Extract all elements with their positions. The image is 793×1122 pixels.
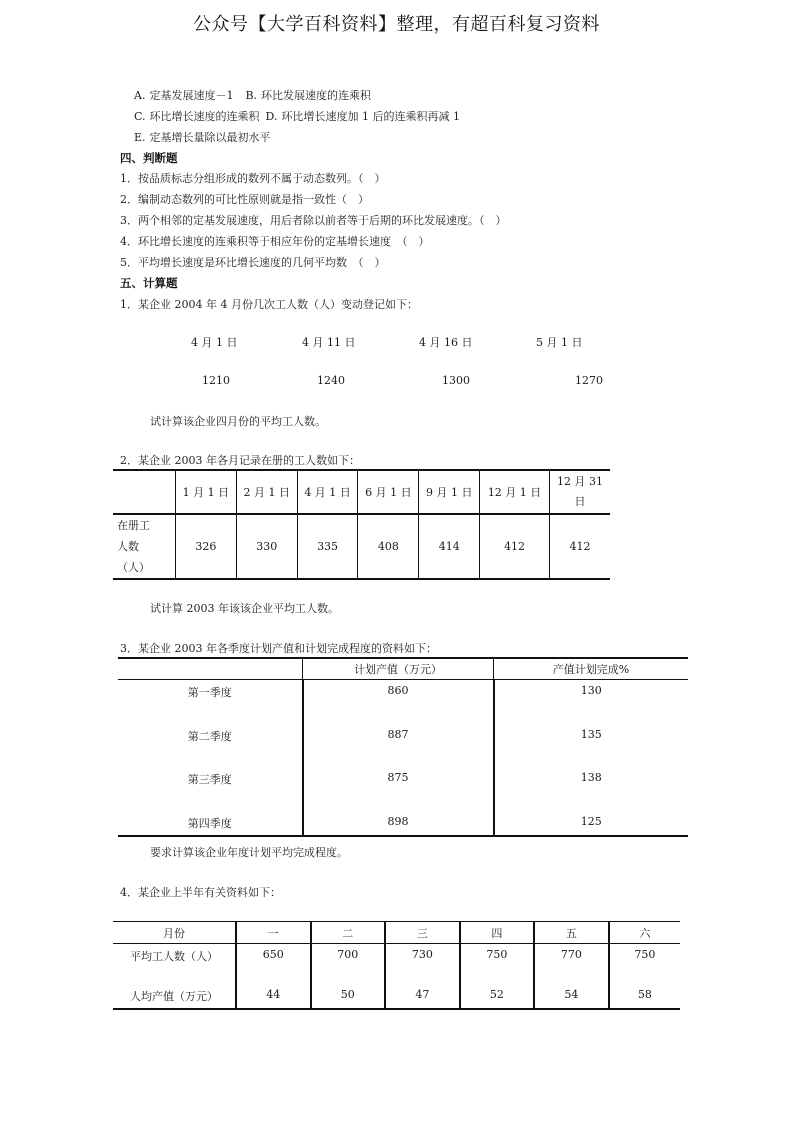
q4-header-cell: 三 xyxy=(385,922,460,944)
q3-row xyxy=(118,680,688,724)
q2-task: 试计算 2003 年该该企业平均工人数。 xyxy=(150,602,339,615)
option-a-text: 定基发展速度－1 xyxy=(149,89,234,102)
q2-value-cell: 408 xyxy=(358,514,419,579)
option-e-label: E. xyxy=(134,131,146,144)
q3-plan-cell: 887 xyxy=(303,724,494,768)
q2-table xyxy=(113,469,610,580)
q3-row xyxy=(118,767,688,811)
q3-header-cell: 产值计划完成% xyxy=(494,658,689,680)
q4-value-cell: 650 xyxy=(236,944,311,989)
q4-header-cell: 五 xyxy=(534,922,609,944)
q2-value-cell: 412 xyxy=(550,514,611,579)
option-c-text: 环比增长速度的连乘积 xyxy=(149,110,260,123)
judgment-item-4: 4．环比增长速度的连乘积等于相应年份的定基增长速度 （ ） xyxy=(120,235,430,248)
q1-task: 试计算该企业四月份的平均工人数。 xyxy=(150,415,326,428)
q2-header-cell: 12 月 31 日 xyxy=(550,470,611,514)
q1-date: 4 月 16 日 xyxy=(419,336,473,349)
q4-value-cell: 58 xyxy=(609,988,680,1009)
q4-value-cell: 54 xyxy=(534,988,609,1009)
q4-table xyxy=(113,921,680,1010)
q2-header-cell: 9 月 1 日 xyxy=(419,470,480,514)
q1-text: 1．某企业 2004 年 4 月份几次工人数（人）变动登记如下： xyxy=(120,298,418,311)
q2-header-cell: 2 月 1 日 xyxy=(236,470,297,514)
q3-task: 要求计算该企业年度计划平均完成程度。 xyxy=(150,846,348,859)
q2-header-cell: 4 月 1 日 xyxy=(297,470,358,514)
q1-value: 1270 xyxy=(575,374,603,387)
q1-value: 1210 xyxy=(202,374,230,387)
q1-date: 4 月 1 日 xyxy=(191,336,238,349)
q2-header-cell xyxy=(113,470,176,514)
q3-table xyxy=(118,657,688,837)
option-b-text: 环比发展速度的连乘积 xyxy=(261,89,372,102)
q4-header-cell: 一 xyxy=(236,922,311,944)
q4-text: 4．某企业上半年有关资料如下： xyxy=(120,886,281,899)
q4-value-cell: 52 xyxy=(460,988,535,1009)
q2-value-cell: 414 xyxy=(419,514,480,579)
q3-header-cell xyxy=(118,658,303,680)
q3-row xyxy=(118,811,688,836)
q2-header-cell: 1 月 1 日 xyxy=(176,470,237,514)
judgment-item-2: 2．编制动态数列的可比性原则就是指一致性（ ） xyxy=(120,193,369,206)
q4-header-cell: 四 xyxy=(460,922,535,944)
q4-value-cell: 44 xyxy=(236,988,311,1009)
q1-date: 4 月 11 日 xyxy=(302,336,356,349)
q3-row xyxy=(118,724,688,768)
option-c-label: C. xyxy=(134,110,146,123)
option-line-cd xyxy=(134,108,460,124)
q4-value-cell: 50 xyxy=(311,988,386,1009)
q3-header-cell: 计划产值（万元） xyxy=(303,658,494,680)
q2-row-label-line: （人） xyxy=(117,561,150,574)
q4-header-cell: 六 xyxy=(609,922,680,944)
q2-value-cell: 412 xyxy=(480,514,550,579)
option-a-label: A. xyxy=(134,89,146,102)
q4-row-label: 平均工人数（人） xyxy=(130,950,218,963)
q4-header-row xyxy=(113,922,680,944)
q3-completion-cell: 135 xyxy=(494,724,689,768)
q1-value: 1240 xyxy=(317,374,345,387)
q3-quarter-cell: 第四季度 xyxy=(187,816,232,830)
q4-value-cell: 47 xyxy=(385,988,460,1009)
q4-row-label: 人均产值（万元） xyxy=(130,990,218,1003)
option-line-e xyxy=(134,129,271,145)
judgment-item-3: 3．两个相邻的定基发展速度，用后者除以前者等于后期的环比发展速度。（ ） xyxy=(120,214,507,227)
q4-row-workers xyxy=(113,944,680,989)
q3-quarter-cell: 第三季度 xyxy=(187,773,232,786)
section-5-title: 五、计算题 xyxy=(120,276,178,290)
q3-completion-cell: 125 xyxy=(494,811,689,836)
q4-value-cell: 770 xyxy=(534,944,609,989)
option-b-label: B. xyxy=(245,89,258,102)
q1-date: 5 月 1 日 xyxy=(536,336,583,349)
option-d-text: 环比增长速度加 1 后的连乘积再减 1 xyxy=(281,110,460,123)
q1-value: 1300 xyxy=(442,374,470,387)
q3-header-row xyxy=(118,658,688,680)
q4-row-output xyxy=(113,988,680,1009)
q2-value-cell: 335 xyxy=(297,514,358,579)
q3-completion-cell: 138 xyxy=(494,767,689,811)
q2-value-cell: 326 xyxy=(176,514,237,579)
q3-completion-cell: 130 xyxy=(494,680,689,724)
q4-value-cell: 750 xyxy=(460,944,535,989)
q4-value-cell: 700 xyxy=(311,944,386,989)
q2-header-cell: 12 月 1 日 xyxy=(480,470,550,514)
section-4-title: 四、判断题 xyxy=(120,151,178,165)
q4-header-cell: 月份 xyxy=(113,922,236,944)
q3-plan-cell: 860 xyxy=(303,680,494,724)
q2-header-row xyxy=(113,470,610,514)
q3-plan-cell: 875 xyxy=(303,767,494,811)
q2-row-label-line: 在册工 xyxy=(117,519,150,532)
q3-quarter-cell: 第二季度 xyxy=(187,729,232,743)
q3-quarter-cell: 第一季度 xyxy=(187,686,232,699)
q4-value-cell: 730 xyxy=(385,944,460,989)
judgment-item-5: 5．平均增长速度是环比增长速度的几何平均数 （ ） xyxy=(120,256,386,269)
q2-header-cell: 6 月 1 日 xyxy=(358,470,419,514)
option-line-ab xyxy=(134,87,371,103)
q3-plan-cell: 898 xyxy=(303,811,494,836)
page-header-banner: 公众号【大学百科资料】整理，有超百科复习资料 xyxy=(193,14,600,35)
q2-text: 2．某企业 2003 年各月记录在册的工人数如下： xyxy=(120,454,360,467)
q2-row-label xyxy=(113,514,176,579)
q4-header-cell: 二 xyxy=(311,922,386,944)
q2-row-label-line: 人数 xyxy=(117,540,139,553)
q3-text: 3．某企业 2003 年各季度计划产值和计划完成程度的资料如下： xyxy=(120,642,437,655)
option-e-text: 定基增长量除以最初水平 xyxy=(149,131,271,144)
q4-value-cell: 750 xyxy=(609,944,680,989)
option-d-label: D. xyxy=(265,110,278,123)
judgment-item-1: 1．按品质标志分组形成的数列不属于动态数列。（ ） xyxy=(120,172,386,185)
q2-data-row xyxy=(113,514,610,579)
q2-value-cell: 330 xyxy=(236,514,297,579)
